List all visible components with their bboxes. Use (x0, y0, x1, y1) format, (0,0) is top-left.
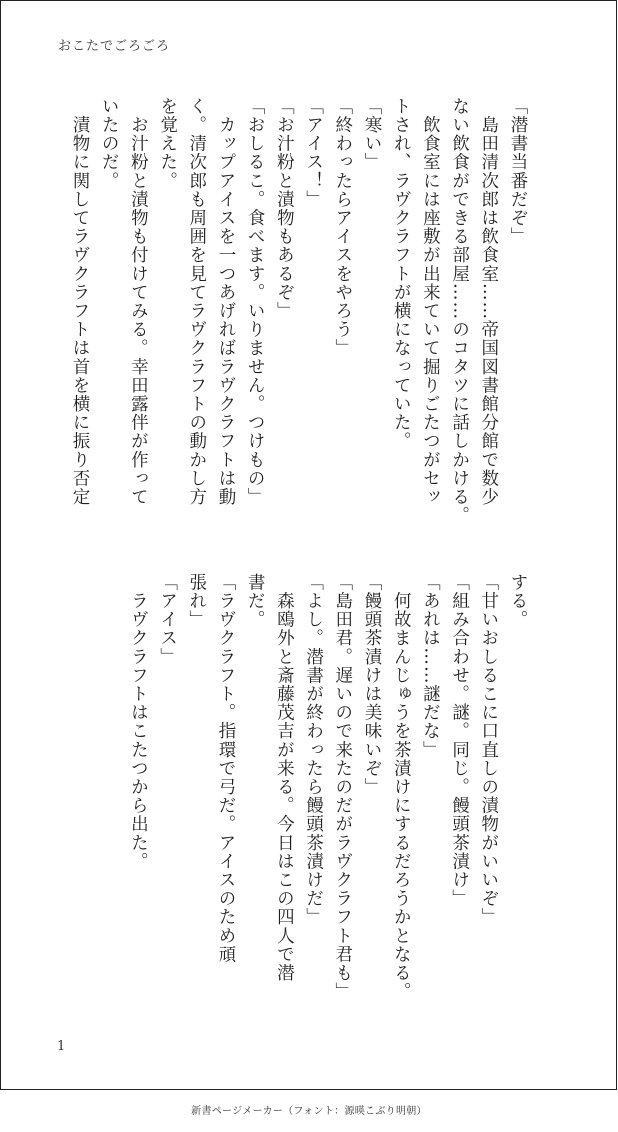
text-line: 森鴎外と斎藤茂吉が来る。今日はこの四人で潜 (274, 573, 295, 983)
text-line: ない飲食ができる部屋……のコタツに話しかける。 (449, 97, 470, 525)
text-line: 漬物に関してラヴクラフトは首を横に振り否定 (69, 97, 90, 507)
text-line: 「饅頭茶漬けは美味いぞ」 (361, 573, 382, 797)
page-number: 1 (57, 1039, 66, 1054)
text-block-top (65, 97, 532, 537)
text-line: 「アイス！」 (303, 97, 324, 209)
text-line: 島田清次郎は飲食室……帝国図書館分館で数少 (478, 97, 499, 507)
running-title: おこたでごろごろ (58, 39, 171, 54)
text-line: 「潜書当番だぞ」 (508, 97, 528, 246)
text-line: く。清次郎も周囲を見てラヴクラフトの動かし方 (186, 97, 207, 507)
text-line: を覚えた。 (157, 97, 178, 190)
text-line: トされ、ラヴクラフトが横になっていた。 (391, 97, 412, 451)
text-line: ラヴクラフトはこたつから出た。 (128, 573, 149, 871)
text-line: 書だ。 (245, 573, 266, 629)
text-line: 「終わったらアイスをやろう」 (332, 97, 353, 358)
text-line: 飲食室には座敷が出来ていて掘りごたつがセッ (420, 97, 441, 507)
text-line: 「組み合わせ。謎。同じ。饅頭茶漬け」 (449, 573, 470, 908)
text-line: 「ラヴクラフト。指環で弓だ。アイスのため頑 (215, 573, 236, 964)
text-line: 「よし。潜書が終わったら饅頭茶漬けだ」 (303, 573, 324, 927)
text-line: 「甘いおしるこに口直しの漬物がいいぞ」 (478, 573, 499, 927)
text-line: する。 (508, 573, 528, 629)
text-line: いたのだ。 (99, 97, 120, 190)
text-line: 「島田君。遅いので来たのだがラヴクラフト君も」 (332, 573, 353, 1001)
text-line: 何故まんじゅうを茶漬けにするだろうかとなる。 (391, 573, 412, 1001)
text-line: 「おしるこ。食べます。いりません。つけもの」 (245, 97, 266, 507)
text-line: お汁粉と漬物も付けてみる。幸田露伴が作って (128, 97, 149, 507)
text-block-bottom (123, 573, 532, 1013)
text-line: 「お汁粉と漬物もあるぞ」 (274, 97, 295, 321)
text-line: 「あれは……謎だな」 (420, 573, 441, 759)
text-line: カップアイスを一つあげればラヴクラフトは動 (215, 97, 236, 507)
text-line: 張れ」 (186, 573, 207, 629)
text-line: 「アイス」 (157, 573, 178, 666)
text-line: 「寒い」 (361, 97, 382, 172)
footer-credit: 新書ページメーカー（フォント：源暎こぶり明朝） (191, 1106, 427, 1117)
